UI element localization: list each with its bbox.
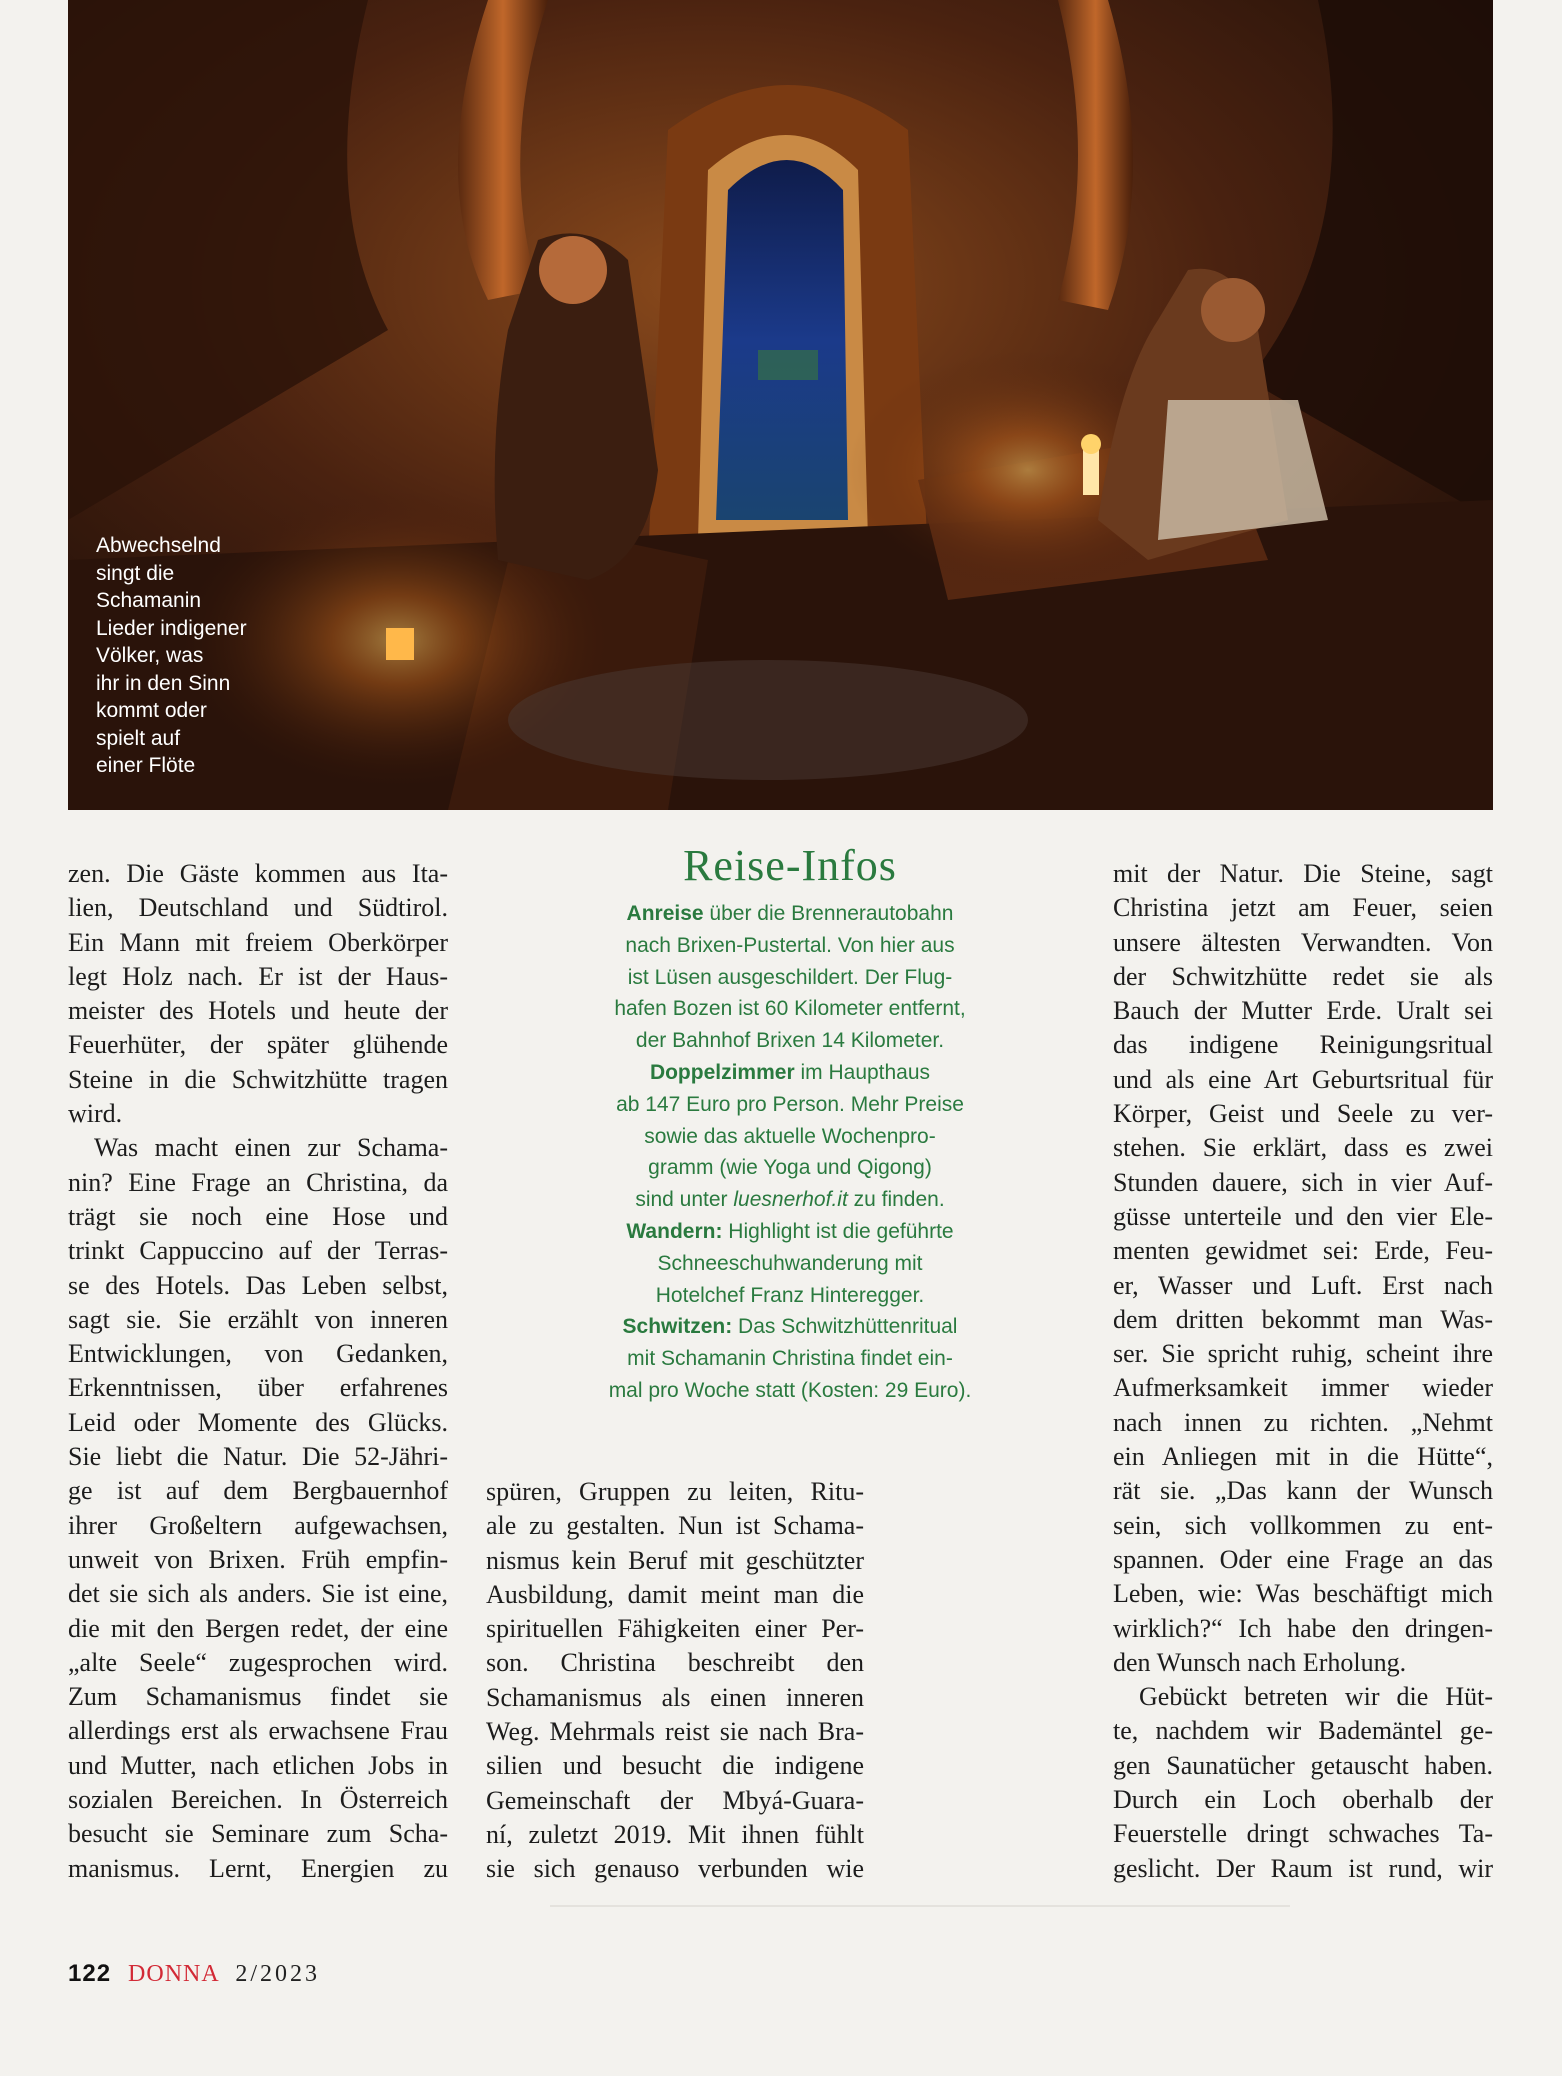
caption-line: ihr in den Sinn	[96, 671, 231, 695]
text-line: gen Saunatücher getauscht haben.	[1113, 1750, 1493, 1780]
info-line: ab 147 Euro pro Person. Mehr Preise	[616, 1092, 964, 1116]
text-line: ein Anliegen mit in die Hütte“,	[1113, 1442, 1493, 1472]
caption-line: kommt oder	[96, 699, 207, 722]
wandern-label: Wandern:	[626, 1219, 723, 1243]
text-line: Stunden dauere, sich in vier Auf-	[1113, 1167, 1493, 1197]
text-line: der Schwitzhütte redet sie als	[1113, 961, 1493, 991]
text-line: ihrer Großeltern aufgewachsen,	[68, 1510, 448, 1540]
text-line: ser. Sie spricht ruhig, scheint ihre	[1113, 1339, 1493, 1369]
text-line: den Wunsch nach Erholung.	[1113, 1647, 1407, 1677]
text-line: Weg. Mehrmals reist sie nach Bra-	[486, 1717, 864, 1747]
text-line: Zum Schamanismus findet sie	[68, 1682, 448, 1712]
text-line: „alte Seele“ zugesprochen wird.	[68, 1647, 448, 1677]
anreise-label: Anreise	[626, 902, 704, 925]
text-line: nin? Eine Frage an Christina, da	[68, 1167, 448, 1197]
page-number: 122	[68, 1960, 112, 1987]
text-line: nismus kein Beruf mit geschützter	[486, 1545, 864, 1575]
text-line: ge ist auf dem Bergbauernhof	[68, 1476, 448, 1506]
caption-line: Schamanin	[96, 589, 202, 612]
text-line: spannen. Oder eine Frage an das	[1113, 1544, 1493, 1574]
text-line: das indigene Reinigungsritual	[1113, 1030, 1493, 1060]
text-line: son. Christina beschreibt den	[486, 1648, 864, 1678]
info-text: zu finden.	[847, 1188, 945, 1212]
text-line: Steine in die Schwitzhütte tragen	[68, 1064, 448, 1094]
text-line: Körper, Geist und Seele zu ver-	[1113, 1099, 1493, 1129]
text-line: silien und besucht die indigene	[486, 1751, 864, 1781]
text-line: Aufmerksamkeit immer wieder	[1113, 1373, 1493, 1403]
text-line: Gemeinschaft der Mbyá-Guara-	[486, 1785, 864, 1815]
text-line: Ausbildung, damit meint man die	[486, 1579, 864, 1609]
info-text: über die Brennerautobahn	[703, 902, 954, 925]
schwitzen-label: Schwitzen:	[622, 1315, 733, 1339]
info-line	[560, 1057, 1020, 1089]
text-line: mit der Natur. Die Steine, sagt	[1113, 859, 1493, 888]
text-line: sagt sie. Sie erzählt von inneren	[68, 1304, 448, 1334]
text-line: wird.	[68, 1099, 123, 1129]
text-line: ale zu gestalten. Nun ist Schama-	[486, 1511, 864, 1541]
photo-caption	[96, 532, 336, 780]
magazine-brand: DONNA	[128, 1961, 219, 1987]
header-photo	[68, 0, 1493, 810]
text-line: Leben, wie: Was beschäftigt mich	[1113, 1579, 1493, 1609]
text-line: und Mutter, nach etlichen Jobs in	[68, 1750, 448, 1780]
info-text: Das Schwitzhüttenritual	[732, 1315, 958, 1339]
info-text: sind unter	[635, 1188, 734, 1212]
article-column-3	[1113, 857, 1493, 1886]
text-line: Feuerhüter, der später glühende	[68, 1030, 448, 1060]
text-line: die mit den Bergen redet, der eine	[68, 1613, 448, 1643]
text-line: unsere ältesten Verwandten. Von	[1113, 927, 1493, 957]
text-line: Was macht einen zur Schama-	[94, 1133, 448, 1163]
info-line: sowie das aktuelle Wochenpro-	[644, 1124, 936, 1148]
text-line: se des Hotels. Das Leben selbst,	[68, 1270, 448, 1300]
caption-line: singt die	[96, 561, 175, 585]
info-line: Hotelchef Franz Hinteregger.	[655, 1283, 925, 1307]
text-line: spirituellen Fähigkeiten einer Per-	[486, 1614, 864, 1644]
text-line: allerdings erst als erwachsene Frau	[68, 1716, 448, 1746]
text-line: sein, sich vollkommen zu ent-	[1113, 1510, 1493, 1540]
text-line: trinkt Cappuccino auf der Terras-	[68, 1236, 448, 1266]
text-line: spüren, Gruppen zu leiten, Ritu-	[486, 1477, 864, 1506]
text-line: Feuerstelle dringt schwaches Ta-	[1113, 1819, 1493, 1849]
travel-info-box	[560, 838, 1020, 1407]
text-line: meister des Hotels und heute der	[68, 996, 448, 1026]
text-line: unweit von Brixen. Früh empfin-	[68, 1544, 448, 1574]
info-line: der Bahnhof Brixen 14 Kilometer.	[635, 1029, 945, 1053]
text-line: lien, Deutschland und Südtirol.	[68, 893, 448, 923]
text-line: sie sich genauso verbunden wie	[486, 1854, 864, 1884]
info-line	[560, 1184, 1020, 1216]
text-line: manismus. Lernt, Energien zu	[68, 1853, 448, 1883]
text-line: te, nachdem wir Bademäntel ge-	[1113, 1716, 1493, 1746]
info-line: hafen Bozen ist 60 Kilometer entfernt,	[614, 997, 966, 1021]
text-line: zen. Die Gäste kommen aus Ita-	[68, 859, 448, 888]
text-line: ní, zuletzt 2019. Mit ihnen fühlt	[486, 1819, 864, 1849]
info-box-title: Reise-Infos	[683, 841, 897, 890]
info-line	[560, 1216, 1020, 1248]
article-column-1	[68, 857, 448, 1886]
text-line: legt Holz nach. Er ist der Haus-	[68, 961, 448, 991]
info-text: Highlight ist die geführte	[722, 1219, 954, 1243]
caption-line: Abwechselnd	[96, 534, 221, 557]
article-column-2	[486, 1475, 864, 1887]
caption-line: Völker, was	[96, 644, 204, 667]
text-line: Entwicklungen, von Gedanken,	[68, 1339, 448, 1369]
caption-line: spielt auf	[96, 726, 181, 750]
text-line: güsse unterteile und den vier Ele-	[1113, 1201, 1493, 1231]
info-line: gramm (wie Yoga und Qigong)	[648, 1156, 932, 1180]
text-line: besucht sie Seminare zum Scha-	[68, 1819, 448, 1849]
text-line: nach innen zu richten. „Nehmt	[1113, 1407, 1493, 1437]
text-line: Sie liebt die Natur. Die 52-Jähri-	[68, 1442, 448, 1472]
page-footer	[68, 1960, 320, 1988]
text-line: rät sie. „Das kann der Wunsch	[1113, 1476, 1493, 1506]
text-line: Christina jetzt am Feuer, seien	[1113, 893, 1493, 923]
text-line: und als eine Art Geburtsritual für	[1113, 1064, 1493, 1094]
doppelzimmer-label: Doppelzimmer	[649, 1060, 795, 1084]
text-line: Durch ein Loch oberhalb der	[1113, 1785, 1493, 1815]
text-line: Schamanismus als einen inneren	[486, 1682, 864, 1712]
text-line: Leid oder Momente des Glücks.	[68, 1407, 448, 1437]
info-line: mit Schamanin Christina findet ein-	[627, 1347, 953, 1371]
info-line	[560, 1311, 1020, 1343]
issue-number: 2/2023	[235, 1961, 321, 1987]
info-line: Schneeschuhwanderung mit	[657, 1251, 923, 1275]
text-line: wirklich?“ Ich habe den dringen-	[1113, 1613, 1493, 1643]
caption-line: Lieder indigener	[96, 616, 247, 640]
text-line: sozialen Bereichen. In Österreich	[68, 1785, 448, 1815]
info-text: im Haupthaus	[794, 1060, 931, 1084]
text-line: trägt sie noch eine Hose und	[68, 1201, 448, 1231]
caption-line: einer Flöte	[96, 754, 196, 777]
text-line: dem dritten bekommt man Was-	[1113, 1304, 1493, 1334]
info-box-body	[560, 898, 1020, 1407]
text-line: stehen. Sie erklärt, dass es zwei	[1113, 1133, 1493, 1163]
text-line: det sie sich als anders. Sie ist eine,	[68, 1579, 448, 1609]
text-line: Gebückt betreten wir die Hüt-	[1139, 1682, 1493, 1712]
text-line: geslicht. Der Raum ist rund, wir	[1113, 1853, 1493, 1883]
info-line: mal pro Woche statt (Kosten: 29 Euro).	[608, 1378, 972, 1402]
text-line: er, Wasser und Luft. Erst nach	[1113, 1270, 1493, 1300]
text-line: Bauch der Mutter Erde. Uralt sei	[1113, 996, 1493, 1026]
text-line: menten gewidmet sei: Erde, Feu-	[1113, 1236, 1493, 1266]
website-link[interactable]: luesnerhof.it	[733, 1188, 848, 1212]
text-line: Erkenntnissen, über erfahrenes	[68, 1373, 448, 1403]
info-line: nach Brixen-Pustertal. Von hier aus	[625, 933, 955, 957]
show-through-divider	[550, 1905, 1290, 1907]
info-line	[560, 898, 1020, 930]
text-line: Ein Mann mit freiem Oberkörper	[68, 927, 448, 957]
info-line: ist Lüsen ausgeschildert. Der Flug-	[627, 965, 953, 989]
